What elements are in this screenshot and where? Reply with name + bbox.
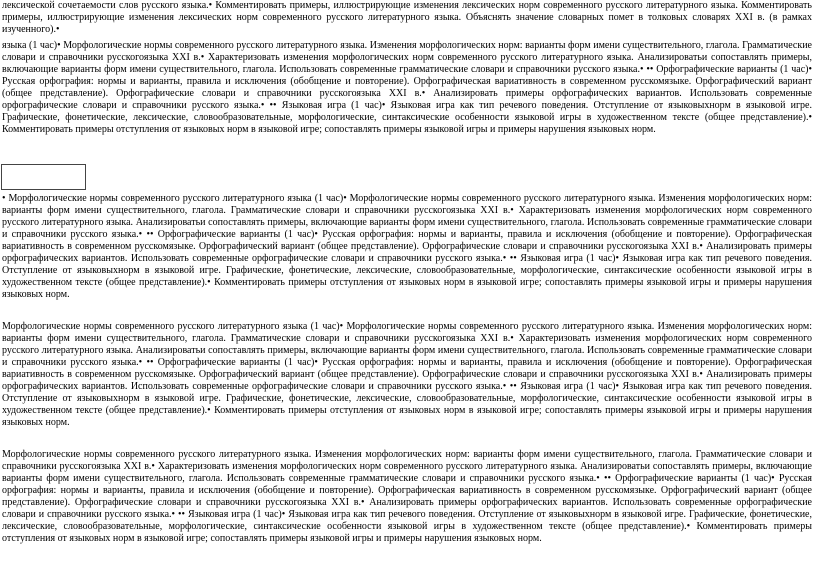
text-block-intro: лексической сочетаемости слов русского языка.• Комментировать примеры, иллюстрирующие изменения лексических норм современного русского литературного языка. Комментировать примеры, иллюстрирующие изменения лексических норм современного русского литературного языка. Объяснять значение словарных помет в толковых словарях XXI в. (в рамках изученного).• [2,0,812,35]
text-block-5: Морфологические нормы современного русского литературного языка. Изменения морфологических норм: варианты форм имени существительного, глагола. Грамматические словари и справочники русскогоязыка XXI в.• Характеризовать изменения морфологических норм современного русского литературного языка. Анализироватьи сопоставлять примеры, включающие варианты форм имени существительного, глагола. Использовать современные грамматические словари и справочники русского языка.• •• Орфографические варианты (1 час)• Русская орфография: нормы и варианты, правила и исключения (обобщение и повторение). Орфографическая вариативность в современном русскомязыке. Орфографический вариант (общее представление). Орфографические словари и справочники русскогоязыка XXI в.• Анализировать примеры орфографических вариантов. Использовать современные орфографические словари и справочники русского языка.• •• Языковая игра (1 час)• Языковая игра как тип речевого поведения. Отступление от языковыхнорм в языковой игре. Графические, фонетические, лексические, словообразовательные, морфологические, синтаксические особенности языковой игры в художественном тексте (общее представление).• Комментировать примеры отступления от языковых норм в языковой игре; сопоставлять примеры языковой игры и примеры нарушения языковых норм. [2,449,812,544]
text-block-2: языка (1 час)• Морфологические нормы современного русского литературного языка. Изменения морфологических норм: варианты форм имени существительного, глагола. Грамматические словари и справочники русскогоязыка XXI в.• Характеризовать изменения морфологических норм современного русского литературного языка. Анализироватьи сопоставлять примеры, включающие варианты форм имени существительного, глагола. Использовать современные грамматические словари и справочники русского языка.• •• Орфографические варианты (1 час)• Русская орфография: нормы и варианты, правила и исключения (обобщение и повторение). Орфографическая вариативность в современном русскомязыке. Орфографический вариант (общее представление). Орфографические словари и справочники русскогоязыка XXI в.• Анализировать примеры орфографических вариантов. Использовать современные орфографические словари и справочники русского языка.• •• Языковая игра (1 час)• Языковая игра как тип речевого поведения. Отступление от языковыхнорм в языковой игре. Графические, фонетические, лексические, словообразовательные, морфологические, синтаксические особенности языковой игры в художественном тексте (общее представление).• Комментировать примеры отступления от языковых норм в языковой игре; сопоставлять примеры языковой игры и примеры нарушения языковых норм. [2,40,812,135]
empty-table-cell [1,164,86,190]
text-block-3: • Морфологические нормы современного русского литературного языка (1 час)• Морфологические нормы современного русского литературного языка. Изменения морфологических норм: варианты форм имени существительного, глагола. Грамматические словари и справочники русскогоязыка XXI в.• Характеризовать изменения морфологических норм современного русского литературного языка. Анализироватьи сопоставлять примеры, включающие варианты форм имени существительного, глагола. Использовать современные грамматические словари и справочники русского языка.• •• Орфографические варианты (1 час)• Русская орфография: нормы и варианты, правила и исключения (обобщение и повторение). Орфографическая вариативность в современном русскомязыке. Орфографический вариант (общее представление). Орфографические словари и справочники русскогоязыка XXI в.• Анализировать примеры орфографических вариантов. Использовать современные орфографические словари и справочники русского языка.• •• Языковая игра (1 час)• Языковая игра как тип речевого поведения. Отступление от языковыхнорм в языковой игре. Графические, фонетические, лексические, словообразовательные, морфологические, синтаксические особенности языковой игры в художественном тексте (общее представление).• Комментировать примеры отступления от языковых норм в языковой игре; сопоставлять примеры языковой игры и примеры нарушения языковых норм. [2,193,812,300]
text-block-4: Морфологические нормы современного русского литературного языка (1 час)• Морфологические нормы современного русского литературного языка. Изменения морфологических норм: варианты форм имени существительного, глагола. Грамматические словари и справочники русскогоязыка XXI в.• Характеризовать изменения морфологических норм современного русского литературного языка. Анализироватьи сопоставлять примеры, включающие варианты форм имени существительного, глагола. Использовать современные грамматические словари и справочники русского языка.• •• Орфографические варианты (1 час)• Русская орфография: нормы и варианты, правила и исключения (обобщение и повторение). Орфографическая вариативность в современном русскомязыке. Орфографический вариант (общее представление). Орфографические словари и справочники русскогоязыка XXI в.• Анализировать примеры орфографических вариантов. Использовать современные орфографические словари и справочники русского языка.• •• Языковая игра (1 час)• Языковая игра как тип речевого поведения. Отступление от языковыхнорм в языковой игре. Графические, фонетические, лексические, словообразовательные, морфологические, синтаксические особенности языковой игры в художественном тексте (общее представление).• Комментировать примеры отступления от языковых норм в языковой игре; сопоставлять примеры языковой игры и примеры нарушения языковых норм. [2,321,812,428]
